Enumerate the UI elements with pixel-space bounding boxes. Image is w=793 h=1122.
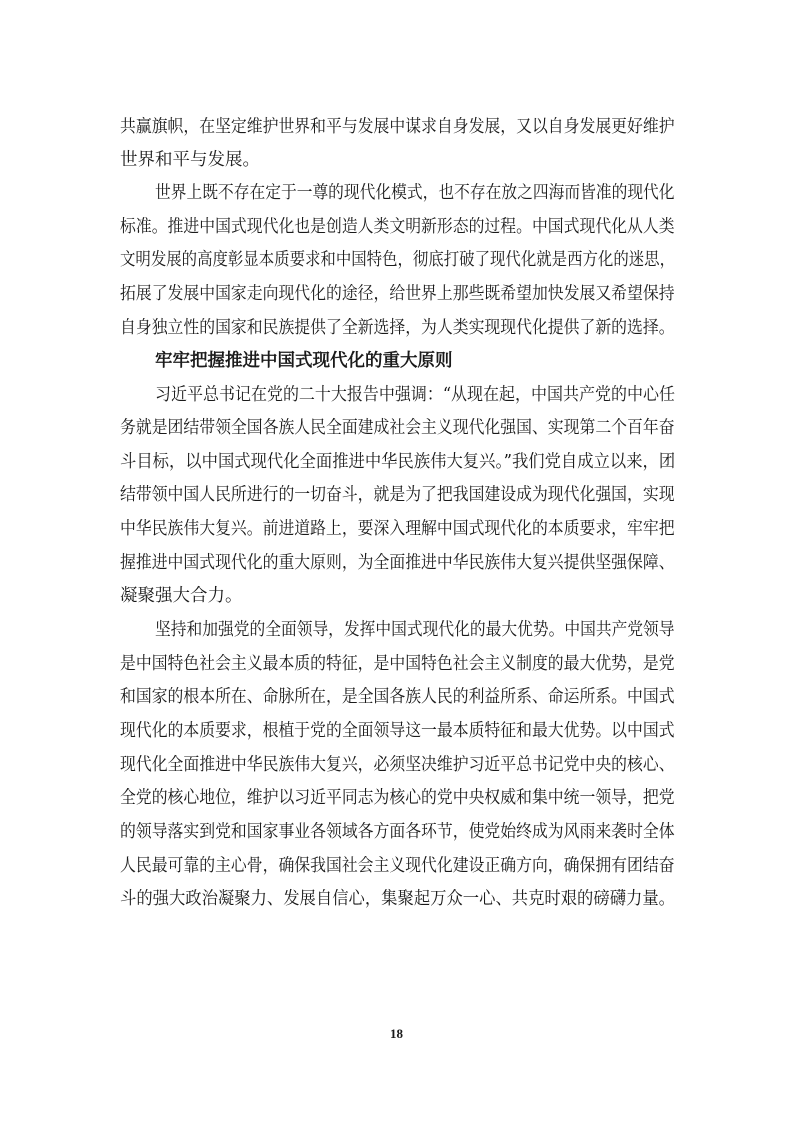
text-line: 现代化的本质要求，根植于党的全面领导这一最本质特征和最大优势。以中国式 — [120, 721, 675, 741]
text-line: 和国家的根本所在、命脉所在，是全国各族人民的利益所系、命运所系。中国式 — [120, 687, 675, 707]
text-line: 世界和平与发展。 — [120, 150, 260, 170]
paragraph-first-line: 坚持和加强党的全面领导，发挥中国式现代化的最大优势。中国共产党领导 — [155, 620, 675, 640]
text-line: 现代化全面推进中华民族伟大复兴，必须坚决维护习近平总书记党中央的核心、 — [120, 755, 675, 775]
text-line: 全党的核心地位，维护以习近平同志为核心的党中央权威和集中统一领导，把党 — [120, 788, 675, 808]
paragraph-first-line: 世界上既不存在定于一尊的现代化模式，也不存在放之四海而皆准的现代化 — [155, 183, 675, 203]
text-line: 人民最可靠的主心骨，确保我国社会主义现代化建设正确方向，确保拥有团结奋 — [120, 856, 675, 876]
text-line: 务就是团结带领全国各族人民全面建成社会主义现代化强国、实现第二个百年奋 — [120, 418, 675, 438]
text-line: 标准。推进中国式现代化也是创造人类文明新形态的过程。中国式现代化从人类 — [120, 217, 675, 237]
page-number: 18 — [390, 1026, 403, 1041]
text-line: 斗目标，以中国式现代化全面推进中华民族伟大复兴。”我们党自成立以来，团 — [120, 452, 676, 472]
text-line: 中华民族伟大复兴。前进道路上，要深入理解中国式现代化的本质要求，牢牢把 — [120, 519, 675, 539]
text-line: 文明发展的高度彰显本质要求和中国特色，彻底打破了现代化就是西方化的迷思， — [120, 250, 675, 270]
text-line: 斗的强大政治凝聚力、发展自信心，集聚起万众一心、共克时艰的磅礴力量。 — [120, 889, 675, 909]
text-line: 拓展了发展中国家走向现代化的途径，给世界上那些既希望加快发展又希望保持 — [120, 284, 675, 304]
section-heading: 牢牢把握推进中国式现代化的重大原则 — [155, 351, 453, 371]
text-line: 自身独立性的国家和民族提供了全新选择，为人类实现现代化提供了新的选择。 — [120, 318, 675, 338]
text-line: 握推进中国式现代化的重大原则，为全面推进中华民族伟大复兴提供坚强保障、 — [120, 553, 675, 573]
text-line: 是中国特色社会主义最本质的特征，是中国特色社会主义制度的最大优势，是党 — [120, 654, 675, 674]
text-line: 结带领中国人民所进行的一切奋斗，就是为了把我国建设成为现代化强国，实现 — [120, 485, 675, 505]
text-line: 的领导落实到党和国家事业各领域各方面各环节，使党始终成为风雨来袭时全体 — [120, 822, 675, 842]
text-line: 共赢旗帜，在坚定维护世界和平与发展中谋求自身发展，又以自身发展更好维护 — [120, 117, 675, 137]
text-line: 凝聚强大合力。 — [120, 586, 243, 606]
paragraph-first-line: 习近平总书记在党的二十大报告中强调：“从现在起，中国共产党的中心任 — [155, 385, 675, 405]
